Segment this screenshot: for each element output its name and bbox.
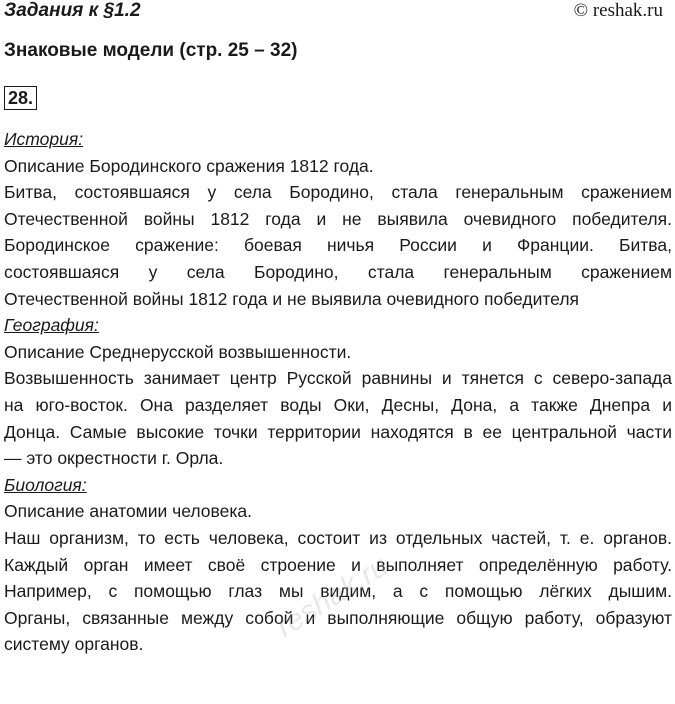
- biology-line: Наш организм, то есть человека, состоит из отдельных частей, т. е. органов.: [4, 527, 672, 548]
- geography-line: на юго-восток. Она разделяет воды Оки, Десны, Дона, а также Днепра и: [4, 394, 672, 415]
- page-header-title: Задания к §1.2: [4, 0, 141, 21]
- biology-line: Например, с помощью глаз мы видим, а с помощью лёгких дышим.: [4, 581, 672, 602]
- geography-line: Возвышенность занимает центр Русской равнины и тянется с северо-запада: [4, 368, 672, 389]
- history-line: Бородинское сражение: боевая ничья России и Франции. Битва,: [4, 235, 672, 256]
- biology-line: систему органов.: [4, 634, 144, 655]
- geography-heading: Описание Среднерусской возвышенности.: [4, 341, 352, 362]
- section-title-history: История:: [4, 129, 84, 149]
- history-heading: Описание Бородинского сражения 1812 года.: [4, 155, 374, 176]
- section-title-biology: Биология:: [4, 474, 87, 495]
- history-line: состоявшаяся у села Бородино, стала генеральным сражением: [4, 261, 672, 282]
- biology-line: Органы, связанные между собой и выполняющие общую работу, образуют: [4, 607, 672, 628]
- history-line: Битва, состоявшаяся у села Бородино, стала генеральным сражением: [4, 182, 672, 203]
- section-title-geography: География:: [4, 315, 99, 336]
- section-subtitle: Знаковые модели (стр. 25 – 32): [4, 40, 298, 61]
- history-line: Отечественной войны 1812 года и не выявила очевидного победителя: [4, 288, 580, 309]
- geography-line: — это окрестности г. Орла.: [4, 448, 224, 469]
- biology-heading: Описание анатомии человека.: [4, 501, 252, 522]
- site-copyright: © reshak.ru: [573, 0, 663, 21]
- watermark: reshak.ru: [270, 549, 395, 644]
- geography-line: Донца. Самые высокие точки территории находятся в ее центральной части: [4, 421, 672, 442]
- task-number-box: 28.: [4, 86, 37, 110]
- history-line: Отечественной войны 1812 года и не выявила очевидного победителя.: [4, 208, 672, 229]
- answer-content: [4, 126, 672, 658]
- biology-line: Каждый орган имеет своё строение и выполняет определённую работу.: [4, 554, 672, 575]
